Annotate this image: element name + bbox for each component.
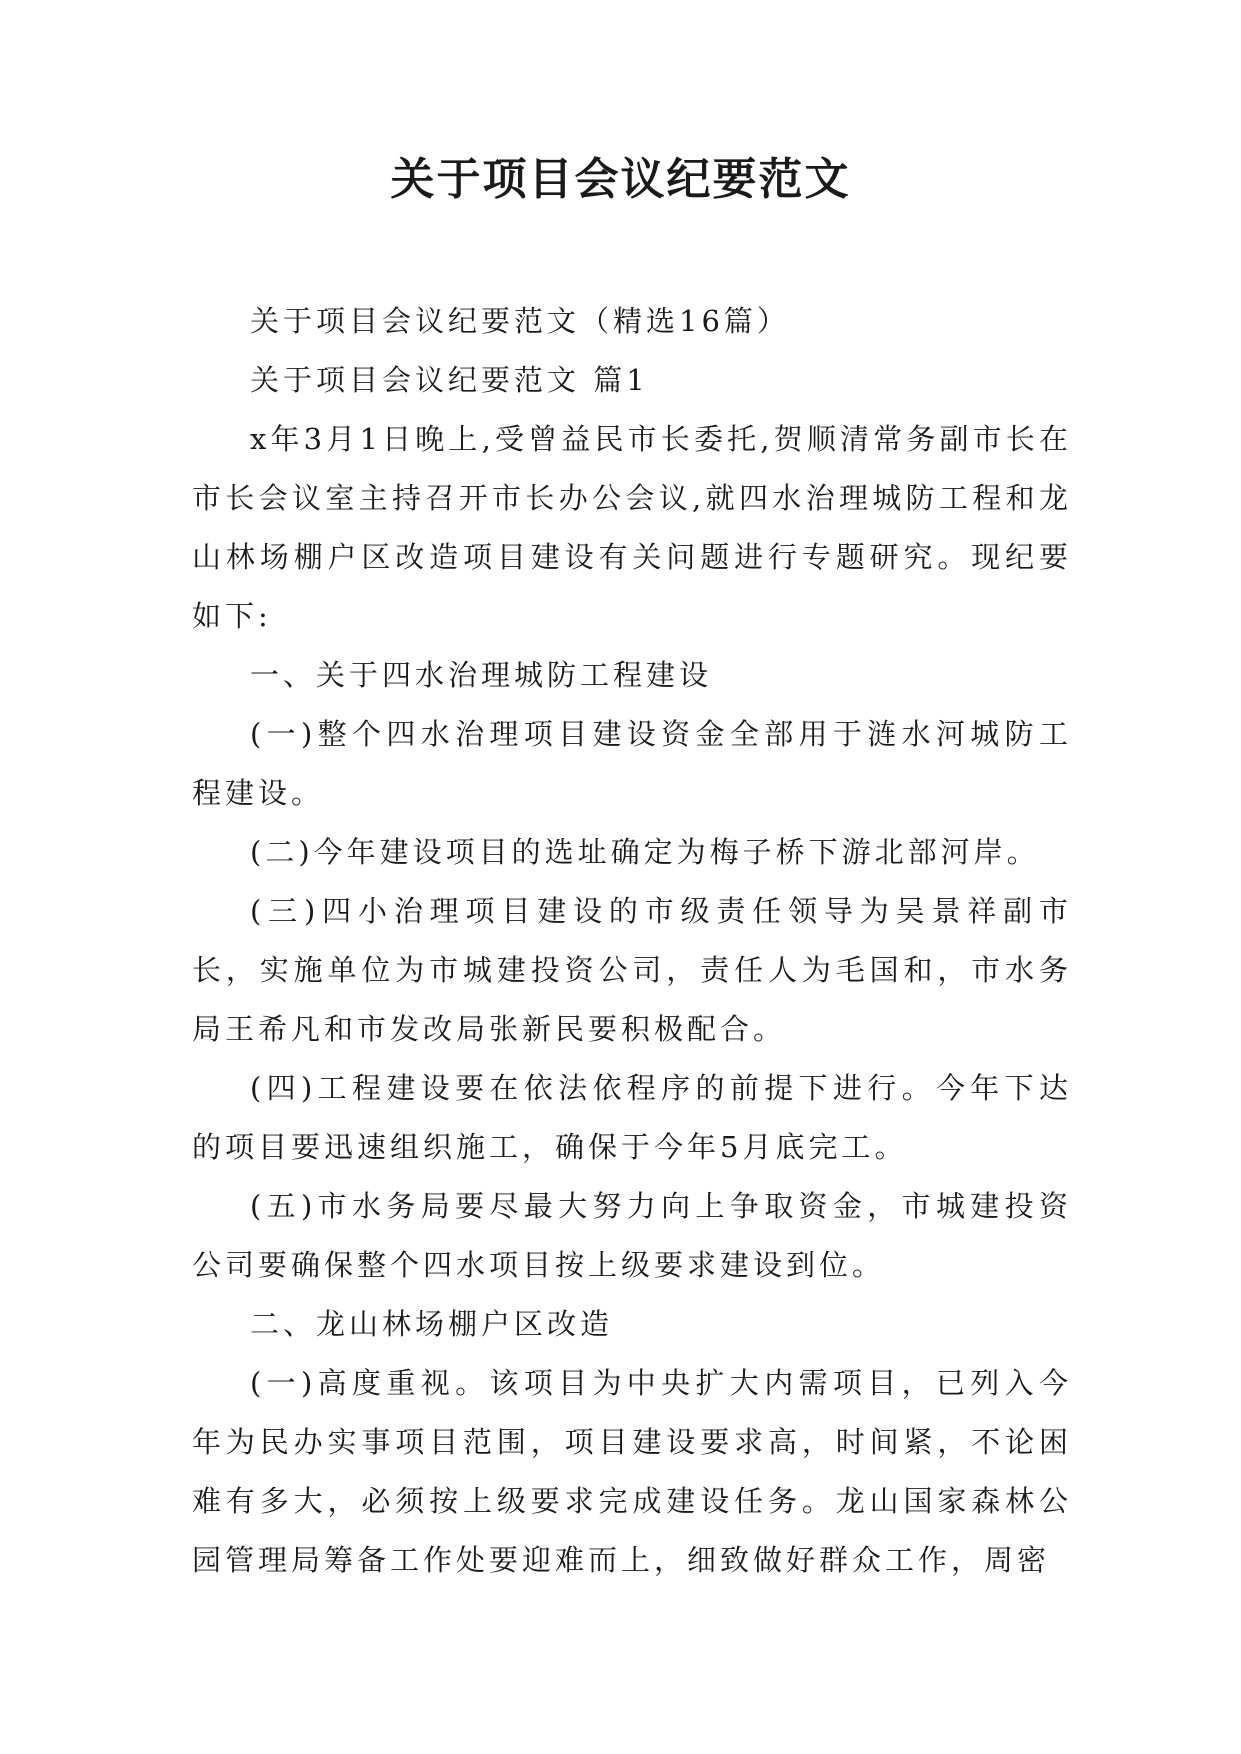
paragraph: (二)今年建设项目的选址确定为梅子桥下游北部河岸。 bbox=[250, 835, 1040, 869]
paragraph: x年3月1日晚上,受曾益民市长委托,贺顺清常务副市长在市长会议室主持召开市长办公会议,就四水治理城防工程和龙山林场棚户区改造项目建设有关问题进行专题研究。现纪要如下: bbox=[192, 422, 1072, 633]
document-body bbox=[192, 292, 1072, 1590]
paragraph: (三)四小治理项目建设的市级责任领导为吴景祥副市长，实施单位为市城建投资公司，责任人为毛国和，市水务局王希凡和市发改局张新民要积极配合。 bbox=[192, 894, 1072, 1046]
paragraph: (四)工程建设要在依法依程序的前提下进行。今年下达的项目要迅速组织施工，确保于今年5月底完工。 bbox=[192, 1071, 1072, 1164]
paragraph: (一)整个四水治理项目建设资金全部用于涟水河城防工程建设。 bbox=[192, 717, 1072, 810]
paragraph: 关于项目会议纪要范文（精选16篇） bbox=[250, 304, 790, 338]
paragraph: (一)高度重视。该项目为中央扩大内需项目，已列入今年为民办实事项目范围，项目建设要求高，时间紧，不论困难有多大，必须按上级要求完成建设任务。龙山国家森林公园管理局筹备工作处要迎难而上，细致做好群众工作，周密 bbox=[192, 1366, 1072, 1577]
paragraph: 关于项目会议纪要范文 篇1 bbox=[250, 363, 649, 397]
document-title: 关于项目会议纪要范文 bbox=[390, 154, 851, 205]
paragraph: 一、关于四水治理城防工程建设 bbox=[250, 658, 713, 692]
paragraph: (五)市水务局要尽最大努力向上争取资金，市城建投资公司要确保整个四水项目按上级要求建设到位。 bbox=[192, 1189, 1072, 1282]
paragraph: 二、龙山林场棚户区改造 bbox=[250, 1307, 614, 1341]
